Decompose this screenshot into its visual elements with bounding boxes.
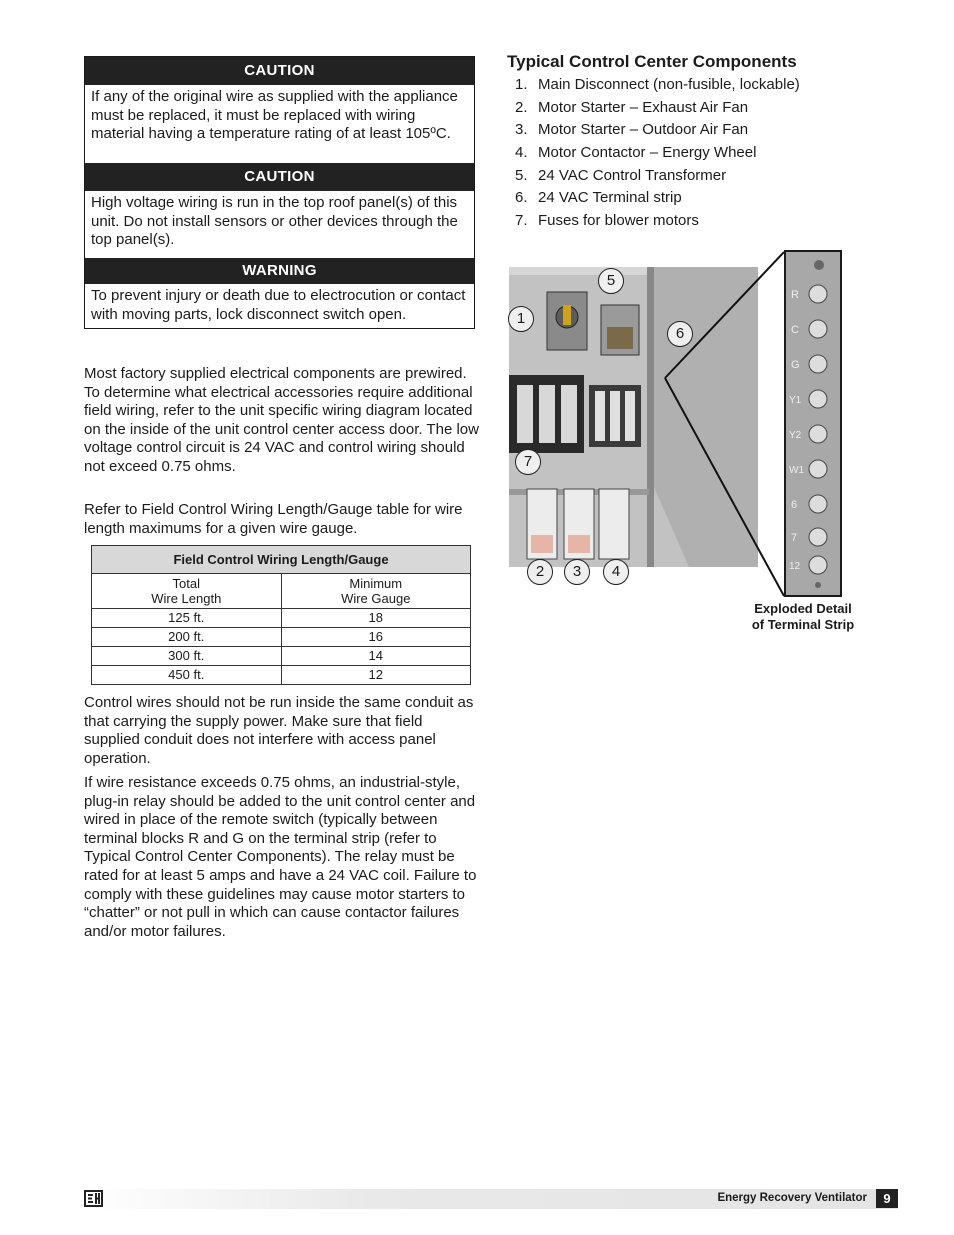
- table-row: [92, 666, 471, 685]
- callout-2: 2: [527, 559, 553, 585]
- terminal-label: Y2: [789, 430, 802, 441]
- item-label: Main Disconnect (non-fusible, lockable): [538, 76, 800, 93]
- table-row: [92, 647, 471, 666]
- callout-5: 5: [598, 268, 624, 294]
- table-cell: 300 ft.: [92, 647, 282, 666]
- column-header-line: Minimum: [349, 576, 403, 591]
- list-item: [515, 98, 800, 121]
- item-number: 3.: [515, 121, 528, 139]
- item-label: 24 VAC Terminal strip: [538, 189, 682, 207]
- terminal-label: W1: [789, 465, 804, 476]
- table-cell: 200 ft.: [92, 628, 282, 647]
- list-item: [515, 188, 800, 211]
- terminal-label: 6: [791, 499, 798, 511]
- list-item: [515, 211, 800, 234]
- components-list: [515, 75, 800, 234]
- item-label: Motor Starter – Outdoor Air Fan: [538, 121, 749, 139]
- company-logo-icon: [84, 1189, 104, 1208]
- warning-text: To prevent injury or death due to electrocution or contact with moving parts, lock disconnect switch open.: [91, 287, 466, 323]
- caution-text: High voltage wiring is run in the top roof panel(s) of this unit. Do not install sensors or other devices through the top panel(s).: [91, 194, 458, 249]
- callout-3: 3: [564, 559, 590, 585]
- caption-line: of Terminal Strip: [751, 617, 855, 632]
- table-cell: 12: [281, 666, 471, 685]
- column-header: [92, 574, 282, 609]
- list-item: [515, 120, 800, 143]
- item-number: 6.: [515, 189, 528, 207]
- components-heading: Typical Control Center Components: [507, 52, 797, 71]
- table-cell: 16: [281, 628, 471, 647]
- body-paragraph: If wire resistance exceeds 0.75 ohms, an industrial-style, plug-in relay should be added to the unit control center and wired in place of the remote switch (typically between terminal blocks R and G on the terminal strip (refer to Typical Control Center Components). The relay must be rated for at least 5 amps and have a 24 VAC coil. Failure to comply with these guidelines may cause motor starters to “chatter” or not pull in which can cause contactor failures and/or motor failures.: [84, 774, 477, 940]
- item-label: 24 VAC Control Transformer: [538, 166, 727, 184]
- item-label: Motor Contactor – Energy Wheel: [538, 144, 757, 162]
- terminal-strip-illustration: [786, 252, 840, 595]
- item-number: 2.: [515, 98, 528, 116]
- caution-heading: CAUTION: [85, 163, 474, 191]
- body-paragraph: Most factory supplied electrical components are prewired. To determine what electrical accessories require additional field wiring, refer to the unit specific wiring diagram located on the inside of the unit control center access door. The low voltage control circuit is 24 VAC and control wiring should not exceed 0.75 ohms.: [84, 365, 479, 475]
- item-number: 7.: [515, 212, 528, 230]
- page-number: 9: [876, 1189, 898, 1208]
- item-number: 1.: [515, 76, 528, 93]
- figure-caption: [735, 601, 871, 633]
- terminal-label: 12: [789, 561, 801, 572]
- warning-heading: WARNING: [85, 258, 474, 284]
- callout-1: 1: [508, 306, 534, 332]
- column-header-line: Wire Length: [151, 591, 222, 606]
- table-cell: 125 ft.: [92, 609, 282, 628]
- terminal-label: G: [791, 359, 800, 371]
- page-footer: [84, 1189, 898, 1209]
- column-header-line: Wire Gauge: [341, 591, 411, 606]
- terminal-label: C: [791, 324, 799, 336]
- callout-7: 7: [515, 449, 541, 475]
- terminal-screws: [809, 285, 827, 574]
- footer-title: Energy Recovery Ventilator: [717, 1192, 867, 1204]
- column-header-line: Total: [172, 576, 200, 591]
- terminal-label: 7: [791, 532, 798, 544]
- table-title: Field Control Wiring Length/Gauge: [92, 546, 471, 574]
- item-label: Motor Starter – Exhaust Air Fan: [538, 98, 749, 116]
- table-cell: 450 ft.: [92, 666, 282, 685]
- caution-heading: CAUTION: [85, 57, 474, 85]
- safety-notices-box: [84, 56, 475, 329]
- list-item: [515, 75, 800, 98]
- callout-6: 6: [667, 321, 693, 347]
- item-label: Fuses for blower motors: [538, 212, 699, 230]
- table-row: [92, 628, 471, 647]
- caption-line: Exploded Detail: [754, 601, 852, 616]
- body-paragraph: Control wires should not be run inside the same conduit as that carrying the supply power. Make sure that field supplied conduit does not interfere with access panel operation.: [84, 694, 474, 767]
- callout-4: 4: [603, 559, 629, 585]
- table-cell: 14: [281, 647, 471, 666]
- list-item: [515, 166, 800, 189]
- column-header: [281, 574, 471, 609]
- wiring-gauge-table: [91, 545, 471, 685]
- item-number: 4.: [515, 144, 528, 162]
- detail-pointer-lines: [660, 248, 790, 600]
- caution-text: If any of the original wire as supplied with the appliance must be replaced, it must be replaced with wiring material having a temperature rating of at least 105ºC.: [91, 88, 458, 143]
- terminal-label: Y1: [789, 395, 802, 406]
- list-item: [515, 143, 800, 166]
- item-number: 5.: [515, 166, 528, 184]
- terminal-strip-detail: [784, 250, 842, 597]
- table-cell: 18: [281, 609, 471, 628]
- body-paragraph: Refer to Field Control Wiring Length/Gauge table for wire length maximums for a given wire gauge.: [84, 501, 463, 537]
- table-row: [92, 609, 471, 628]
- terminal-label: R: [791, 289, 799, 301]
